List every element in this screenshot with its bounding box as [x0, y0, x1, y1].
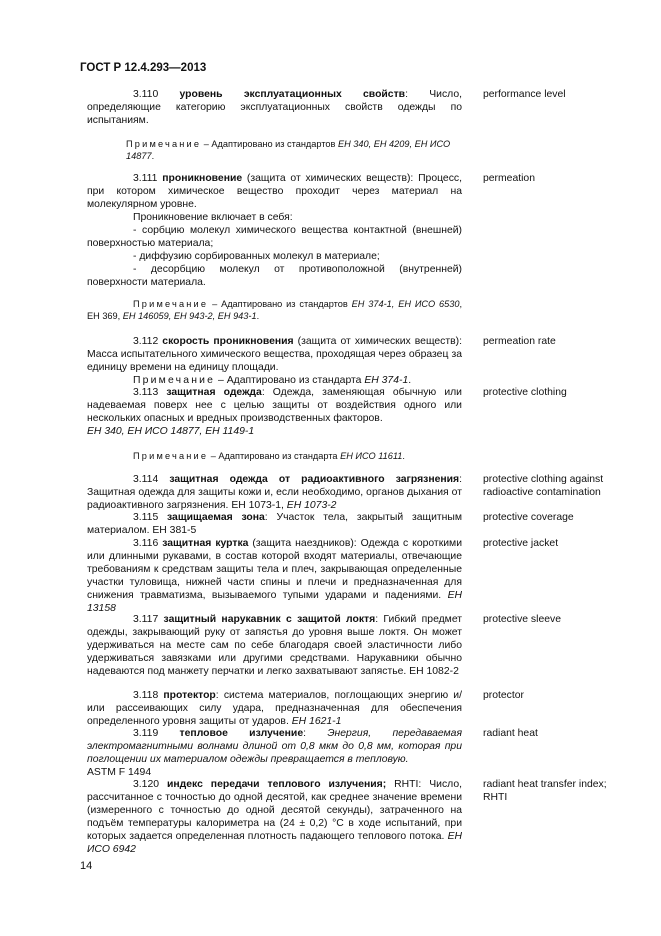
english-term-3-113: protective clothing [483, 387, 567, 398]
note-label: Примечание [133, 299, 209, 309]
definition-text: (защита от химических веществ): Масса испытательного химического вещества, проходящая через образец за единицу времени на единицу площади. [87, 336, 462, 373]
defined-term: скорость проникновения [162, 336, 294, 347]
note-label: Примечание [126, 139, 202, 149]
list-item-2: - диффузию сорбированных молекул в материале; [133, 251, 380, 262]
defined-term: индекс передачи теплового излучения; [166, 779, 387, 790]
source-ref: ЕН 13158 [87, 590, 462, 614]
clause-number: 3.111 [133, 173, 163, 184]
defined-term: защитная одежда [166, 387, 262, 398]
english-term-3-119: radiant heat [483, 728, 538, 739]
clause-number: 3.115 [133, 512, 168, 523]
definition-3-110 [87, 88, 462, 127]
note-label: Примечание [133, 375, 216, 386]
note-refs-2: ЕН 146059, ЕН 943-2, ЕН 943-1 [122, 311, 257, 321]
english-term-3-118: protector [483, 690, 525, 701]
source-ref: ЕН 1621-1 [291, 716, 342, 727]
clause-number: 3.119 [133, 728, 180, 739]
english-term-3-120: radiant heat transfer index; RHTI [483, 779, 607, 803]
defined-term: защитная одежда от радиоактивного загрязнения [169, 474, 460, 485]
note-refs: ЕН ИСО 11611 [340, 451, 403, 461]
clause-number: 3.116 [133, 538, 163, 549]
definition-3-118 [87, 689, 462, 728]
definition-text: RHTI: Число, рассчитанное с точностью до одной десятой, как среднее значение времени (измеренного с точностью до одной десятой секунды), затраченного на подъём температуры калориметра на (24 ± 0,2) °C в ходе испытаний, при которых задается определенная плотность падающего теплового потока. [87, 779, 462, 842]
note-text: – Адаптировано из стандарта [208, 451, 341, 461]
defined-term: протектор [163, 690, 216, 701]
note-text: – Адаптировано из стандартов [201, 139, 338, 149]
definition-3-119 [87, 727, 462, 779]
note-3-110 [126, 138, 462, 162]
source-ref: ЕН 1073-2 [286, 500, 337, 511]
english-term-3-116: protective jacket [483, 538, 559, 549]
defined-term: уровень эксплуатационных свойств [179, 89, 406, 100]
clause-number: 3.113 [133, 387, 167, 398]
definition-text: Энергия, передаваемая электромагнитными волнами длиной от 0,8 мкм до 0,8 мм, которая при поглощении их материалом одежды превращается в тепловую. [87, 728, 462, 765]
note-text: – Адаптировано из стандартов [208, 299, 352, 309]
note-label: Примечание [133, 451, 209, 461]
note-3-111 [87, 298, 462, 322]
definition-3-111 [87, 172, 462, 289]
definition-text: : Защитная одежда для защиты кожи и, если необходимо, органов дыхания от радиоактивного загрязнения. ЕН 1073-1, [87, 474, 462, 511]
note-text: – Адаптировано из стандарта [215, 375, 365, 386]
note-end: . [402, 451, 405, 461]
definition-text: (защита от химических веществ): Процесс, при котором химическое вещество проходит через материал на молекулярном уровне. [87, 173, 462, 210]
definition-text: : Число, определяющие категорию эксплуатационных свойств одежды по испытаниям. [87, 89, 462, 126]
definition-3-115 [87, 511, 462, 537]
note-ref: ЕН 374-1 [364, 375, 409, 386]
source-ref: ЕН ИСО 6942 [87, 831, 462, 855]
defined-term: защитный нарукавник с защитой локтя [163, 614, 376, 625]
definition-3-117 [87, 613, 462, 678]
clause-number: 3.112 [133, 336, 163, 347]
definition-text: : система материалов, поглощающих энергию и/или рассеивающих силу удара, предназначенная для обеспечения определенного уровня защиты от ударов. [87, 690, 462, 727]
english-term-3-112: permeation rate [483, 336, 556, 347]
source-ref: ASTM F 1494 [87, 767, 152, 778]
definition-3-113 [87, 386, 462, 438]
defined-term: тепловое излучение [179, 728, 304, 739]
note-end: . [151, 151, 155, 161]
clause-number: 3.114 [133, 474, 170, 485]
definition-3-120 [87, 778, 462, 856]
page-number: 14 [80, 860, 93, 872]
note-end: . [408, 375, 412, 386]
definition-text: : Гибкий предмет одежды, закрывающий руку от запястья до уровня выше локтя. Он может удерживаться на месте сам по себе благодаря своей эластичности либо удерживаться завязками или другими средствами. Нарукавники обычно надеваются под манжету перчатки и легко захватывают запястье. ЕН 1082-2 [87, 614, 463, 677]
english-term-3-114: protective clothing against radioactive contamination [483, 474, 604, 498]
list-item-1: - сорбцию молекул химического вещества контактной (внешней) поверхностью материала; [87, 225, 462, 249]
note-mid: , ЕН 369, [87, 299, 462, 321]
english-term-3-111: permeation [483, 173, 535, 184]
definition-text: : Одежда, заменяющая обычную или надеваемая поверх нее с целью защиты от воздействия одного или нескольких опасных и вредных производственных факторов. [87, 387, 462, 424]
source-refs: ЕН 340, ЕН ИСО 14877, ЕН 1149-1 [87, 426, 255, 437]
clause-number: 3.117 [133, 614, 164, 625]
definition-3-116 [87, 537, 462, 615]
definition-3-112 [87, 335, 462, 387]
definition-text: : Участок тела, закрытый защитным материалом. ЕН 381-5 [87, 512, 462, 536]
defined-term: защитная куртка [162, 538, 249, 549]
note-refs: ЕН 374-1, ЕН ИСО 6530 [351, 299, 460, 309]
list-item-3: - десорбцию молекул от противоположной (внутренней) поверхности материала. [87, 264, 462, 288]
note-end: . [256, 311, 260, 321]
clause-number: 3.118 [133, 690, 164, 701]
colon: : [303, 728, 328, 739]
clause-number: 3.120 [133, 779, 167, 790]
note-refs: ЕН 340, ЕН 4209, ЕН ИСО 14877 [126, 139, 451, 161]
english-term-3-110: performance level [483, 89, 566, 100]
includes-line: Проникновение включает в себя: [133, 212, 293, 223]
definition-text: (защита наездников): Одежда с короткими или длинными рукавами, в состав которой входят материалы, отвечающие требованиям к средствам защиты тела и плеч, закрывающая определенные участки туловища, нижней части спины и плечи и предназначенная для снижения травматизма, вызываемого тупыми ударами и падениями. [87, 538, 462, 601]
clause-number: 3.110 [133, 89, 180, 100]
note-3-113 [87, 450, 462, 462]
english-term-3-115: protective coverage [483, 512, 574, 523]
english-term-3-117: protective sleeve [483, 614, 561, 625]
defined-term: защищаемая зона [167, 512, 265, 523]
defined-term: проникновение [162, 173, 243, 184]
definition-3-114 [87, 473, 462, 512]
document-header: ГОСТ Р 12.4.293—2013 [80, 62, 207, 74]
